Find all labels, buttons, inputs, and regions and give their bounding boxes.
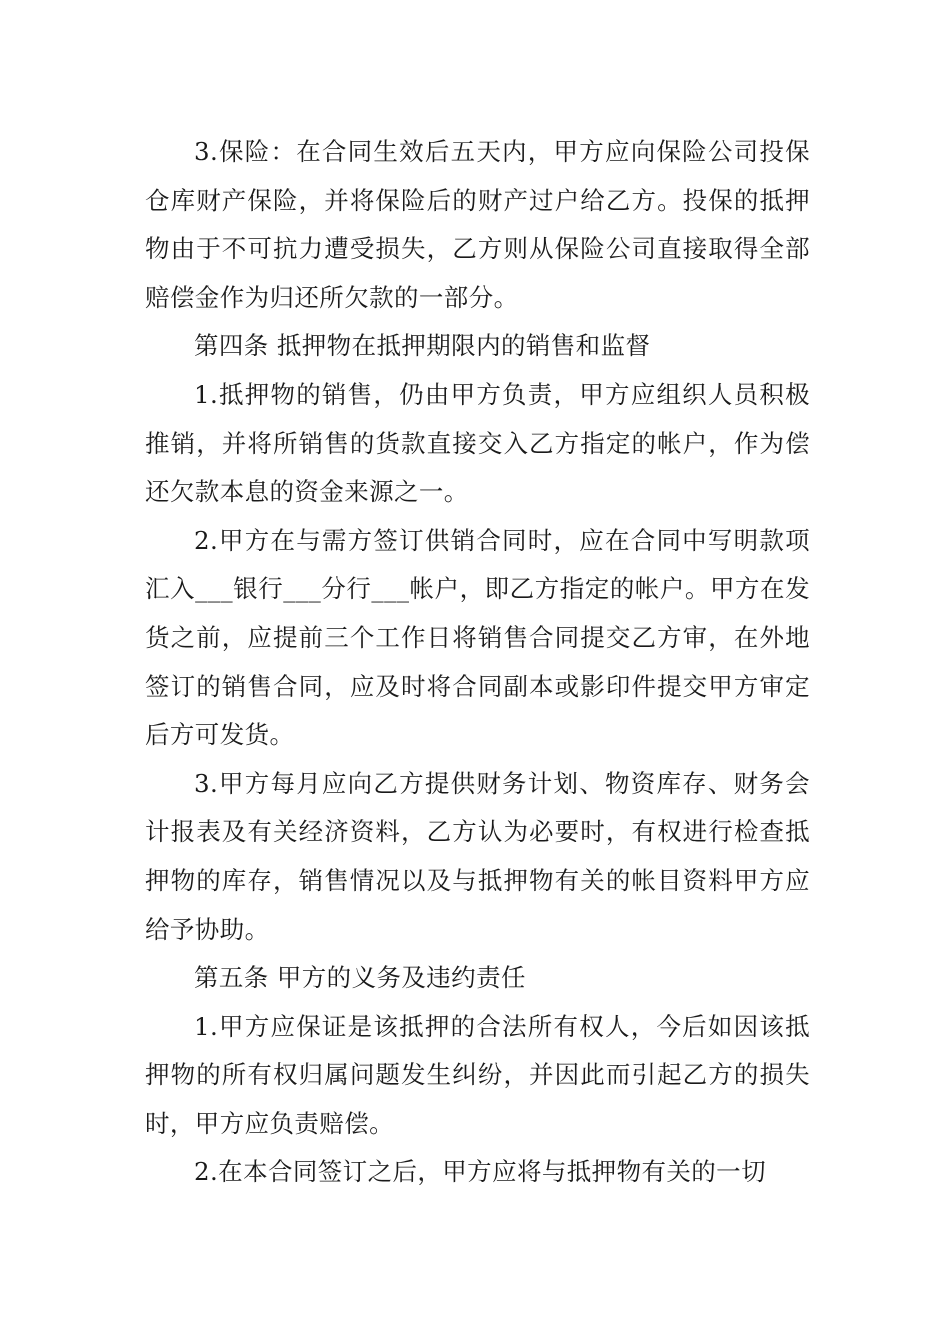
- paragraph-financial-reports: 3.甲方每月应向乙方提供财务计划、物资库存、财务会计报表及有关经济资料，乙方认为必要时，有权进行检查抵押物的库存，销售情况以及与抵押物有关的帐目资料甲方应给予协助。: [145, 768, 810, 944]
- paragraph-sales: 1.抵押物的销售，仍由甲方负责，甲方应组织人员积极推销，并将所销售的货款直接交入乙方指定的帐户，作为偿还欠款本息的资金来源之一。: [145, 379, 810, 507]
- article-five-heading: 第五条 甲方的义务及违约责任: [194, 963, 526, 993]
- paragraph-insurance: 3.保险：在合同生效后五天内，甲方应向保险公司投保仓库财产保险，并将保险后的财产过户给乙方。投保的抵押物由于不可抗力遭受损失，乙方则从保险公司直接取得全部赔偿金作为归还所欠款的一部分。: [145, 137, 810, 312]
- paragraph-ownership-guarantee: 1.甲方应保证是该抵押的合法所有权人，今后如因该抵押物的所有权归属问题发生纠纷，并因此而引起乙方的损失时，甲方应负责赔偿。: [145, 1011, 810, 1138]
- article-four-heading: 第四条 抵押物在抵押期限内的销售和监督: [194, 331, 651, 361]
- paragraph-after-signing: 2.在本合同签订之后，甲方应将与抵押物有关的一切: [194, 1157, 766, 1187]
- paragraph-supply-contract: 2.甲方在与需方签订供销合同时，应在合同中写明款项汇入___银行___分行___帐户，即乙方指定的帐户。甲方在发货之前，应提前三个工作日将销售合同提交乙方审，在外地签订的销售合同，应及时将合同副本或影印件提交甲方审定后方可发货。: [145, 525, 810, 750]
- document-body: [145, 128, 810, 1197]
